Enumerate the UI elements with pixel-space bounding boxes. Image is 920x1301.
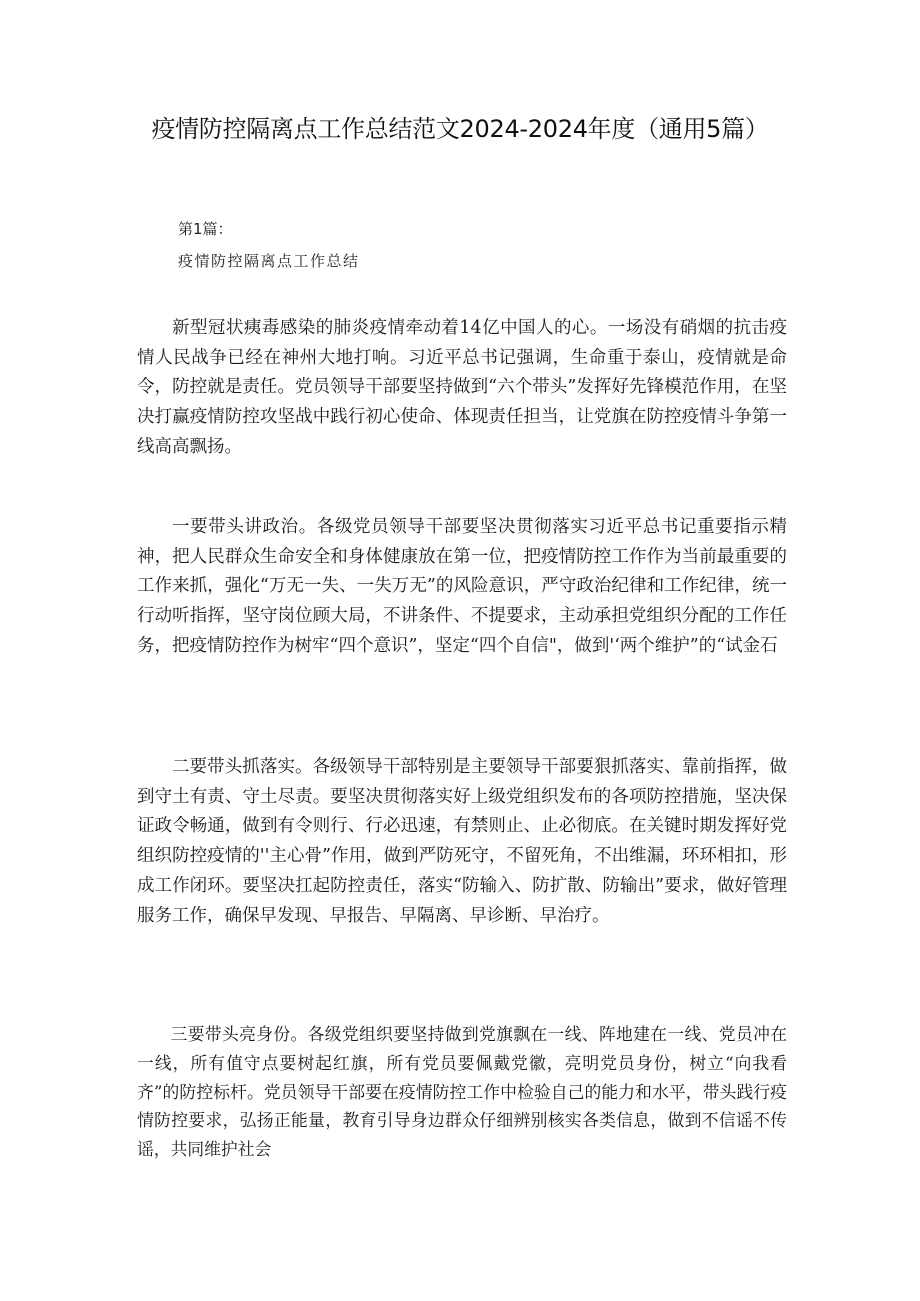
paragraph-implementation: 二要带头抓落实。各级领导干部特别是主要领导干部要狠抓落实、靠前指挥，做到守土有责、守土尽责。要坚决贯彻落实好上级党组织发布的各项防控措施，坚决保证政令畅通，做到有令则行、行必迅速，有禁则止、止必彻底。在关键时期发挥好党组织防控疫情的''主心骨”作用，做到严防死守，不留死角，不出维漏，环环相扣，形成工作闭环。要坚决扛起防控责任，落实“防输入、防扩散、防输出”要求，做好管理服务工作，确保早发现、早报告、早隔离、早诊断、早治疗。 xyxy=(137,757,787,926)
paragraph-intro: 新型冠状痍毒感染的肺炎疫情牵动着14亿中国人的心。一场没有硝烟的抗击疫情人民战争已经在神州大地打响。习近平总书记强调，生命重于泰山，疫情就是命令，防控就是责任。党员领导干部要坚持做到“六个带头”发挥好先锋模范作用，在坚决打赢疫情防控攻坚战中践行初心使命、体现责任担当，让党旗在防控疫情斗争第一线高高飘扬。 xyxy=(137,318,787,457)
document-title: 疫情防控隔离点工作总结范文2024-2024年度（通用5篇） xyxy=(151,115,769,143)
section-label: 第1篇： xyxy=(178,220,233,238)
paragraph-politics: 一要带头讲政治。各级党员领导干部要坚决贯彻落实习近平总书记重要指示精神，把人民群众生命安全和身体健康放在第一位，把疫情防控工作作为当前最重要的工作来抓，强化“万无一失、一失万无”的风险意识，严守政治纪律和工作纪律，统一行动听指挥，坚守岗位顾大局，不讲条件、不提要求，主动承担党组织分配的工作任务，把疫情防控作为树牢“四个意识”，坚定“四个自信"，做到'‘两个维护”的“试金石 xyxy=(137,517,787,656)
paragraph-identity: 三要带头亮身份。各级党组织要坚持做到党旗飘在一线、阵地建在一线、党员冲在一线，所有值守点要树起红旗，所有党员要佩戴党徽，亮明党员身份，树立“向我看齐”的防控标杆。党员领导干部要在疫情防控工作中检验自己的能力和水平，带头践行疫情防控要求，弘扬正能量，教育引导身边群众仔细辨别核实各类信息，做到不信谣不传谣，共同维护社会 xyxy=(137,1024,787,1160)
section-subtitle: 疫情防控隔离点工作总结 xyxy=(178,252,360,270)
